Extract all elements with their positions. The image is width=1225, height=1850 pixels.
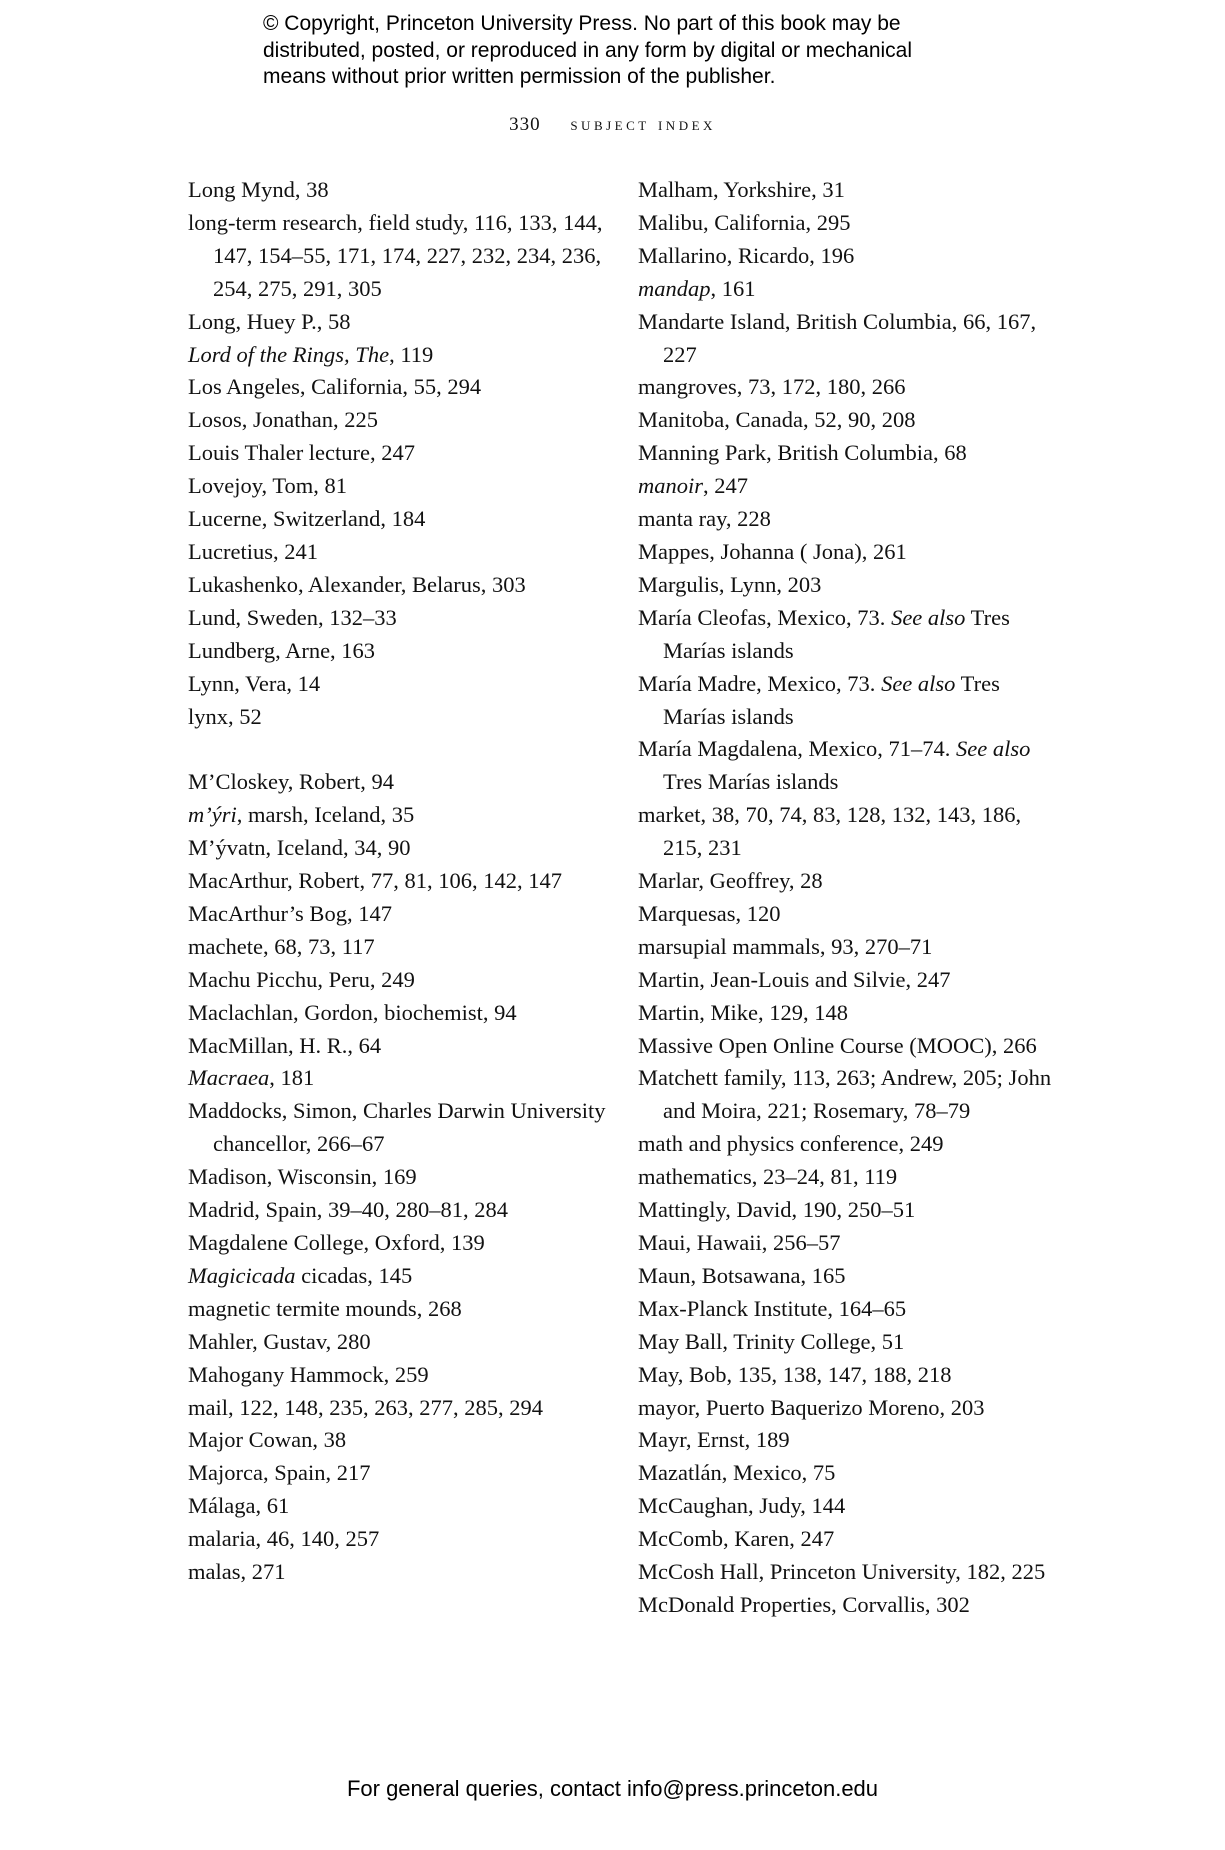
- copyright-line: distributed, posted, or reproduced in any form by digital or mechanical: [263, 38, 913, 62]
- index-entry: [188, 1194, 618, 1227]
- index-entry: [638, 207, 1058, 240]
- index-entry: [188, 1556, 618, 1589]
- index-entry-text: Matchett family, 113, 263; Andrew, 205; John and Moira, 221; Rosemary, 78–79: [638, 1065, 1052, 1124]
- index-entry: [188, 668, 618, 701]
- index-entry: [188, 1359, 618, 1392]
- index-entry: [188, 832, 618, 865]
- index-entry: [638, 569, 1058, 602]
- index-entry: [188, 1457, 618, 1490]
- index-entry-text: Tres Marías islands: [663, 670, 1000, 729]
- index-entry: [188, 1227, 618, 1260]
- index-entry-text: Maddocks, Simon, Charles Darwin University chancellor, 266–67: [188, 1098, 606, 1157]
- index-entry-text: Mahogany Hammock, 259: [188, 1361, 429, 1387]
- index-entry-text: Malham, Yorkshire, 31: [638, 177, 845, 202]
- index-entry-text: mangroves, 73, 172, 180, 266: [638, 374, 906, 400]
- index-entry: [638, 503, 1058, 536]
- index-entry: [638, 1490, 1058, 1523]
- index-entry-text: Madrid, Spain, 39–40, 280–81, 284: [188, 1197, 508, 1223]
- index-entry: [638, 964, 1058, 997]
- index-entry: [188, 635, 618, 668]
- index-entry-text: Machu Picchu, Peru, 249: [188, 966, 415, 992]
- index-entry-italic-text: Lord of the Rings, The: [188, 341, 390, 367]
- footer-contact: For general queries, contact info@press.princeton.edu: [346, 1776, 879, 1801]
- index-entry-text: McComb, Karen, 247: [638, 1526, 835, 1552]
- index-entry: [638, 668, 1058, 734]
- index-entry: [638, 602, 1058, 668]
- index-column-right: [638, 174, 1058, 1622]
- index-entry-text: McDonald Properties, Corvallis, 302: [638, 1591, 970, 1617]
- index-entry-text: magnetic termite mounds, 268: [188, 1295, 462, 1321]
- index-entry-text: , 181: [269, 1065, 315, 1091]
- index-entry: [638, 240, 1058, 273]
- index-entry: [638, 1227, 1058, 1260]
- index-entry-italic-text: m’ýri: [188, 802, 237, 828]
- index-entry-text: Majorca, Spain, 217: [188, 1460, 371, 1486]
- index-entry-text: Tres Marías islands: [663, 769, 839, 795]
- index-entry-italic-text: mandap: [638, 275, 711, 301]
- index-entry-text: manta ray, 228: [638, 506, 771, 532]
- index-entry-text: Mallarino, Ricardo, 196: [638, 242, 855, 268]
- index-entry-text: , 161: [710, 275, 756, 301]
- index-entry-italic-text: See also: [891, 604, 966, 630]
- index-entry: [638, 1556, 1058, 1589]
- index-entry-text: Major Cowan, 38: [188, 1427, 347, 1453]
- index-entry-italic-text: See also: [956, 736, 1031, 762]
- index-entry: [188, 865, 618, 898]
- index-entry: [188, 964, 618, 997]
- index-entry: [638, 470, 1058, 503]
- index-entry: [638, 898, 1058, 931]
- index-entry: [638, 1260, 1058, 1293]
- index-entry-text: María Magdalena, Mexico, 71–74.: [638, 736, 957, 762]
- index-entry-text: Los Angeles, California, 55, 294: [188, 374, 482, 400]
- index-entry: [638, 437, 1058, 470]
- running-head: [0, 114, 1225, 136]
- index-entry-text: Malibu, California, 295: [638, 209, 851, 235]
- index-entry-text: MacMillan, H. R., 64: [188, 1032, 382, 1058]
- index-entry-text: Mappes, Johanna ( Jona), 261: [638, 538, 907, 564]
- index-entry: [638, 1062, 1058, 1128]
- index-entry-text: mathematics, 23–24, 81, 119: [638, 1164, 898, 1190]
- index-entry-text: , 119: [389, 341, 434, 367]
- index-entry-italic-text: manoir: [638, 473, 704, 499]
- index-entry-text: María Madre, Mexico, 73.: [638, 670, 882, 696]
- index-entry: [638, 1359, 1058, 1392]
- index-entry: [638, 1030, 1058, 1063]
- index-entry-text: Manitoba, Canada, 52, 90, 208: [638, 407, 916, 433]
- index-entry: [188, 997, 618, 1030]
- index-entry-text: Lundberg, Arne, 163: [188, 637, 376, 663]
- index-entry: [638, 306, 1058, 372]
- index-entry-text: Madison, Wisconsin, 169: [188, 1164, 417, 1190]
- index-entry-text: math and physics conference, 249: [638, 1131, 944, 1157]
- index-entry-text: M’Closkey, Robert, 94: [188, 769, 395, 795]
- index-entry: [638, 1161, 1058, 1194]
- copyright-line: © Copyright, Princeton University Press. No part of this book may be: [263, 12, 901, 35]
- index-entry-text: Maui, Hawaii, 256–57: [638, 1230, 841, 1255]
- index-entry-text: mail, 122, 148, 235, 263, 277, 285, 294: [188, 1394, 543, 1420]
- index-entry: [188, 701, 618, 734]
- index-entry: [638, 371, 1058, 404]
- index-column-left: [188, 174, 618, 1589]
- index-entry-text: Mazatlán, Mexico, 75: [638, 1460, 836, 1486]
- page-number: 330: [509, 114, 541, 135]
- index-entry: [188, 569, 618, 602]
- index-entry: [188, 1326, 618, 1359]
- index-entry-italic-text: See also: [881, 670, 956, 696]
- copyright-notice: [263, 11, 1023, 91]
- index-entry: [188, 931, 618, 964]
- index-entry: [638, 733, 1058, 799]
- index-entry-text: Lukashenko, Alexander, Belarus, 303: [188, 571, 526, 597]
- index-entry: [188, 1161, 618, 1194]
- index-entry: [188, 1523, 618, 1556]
- index-entry: [188, 799, 618, 832]
- index-entry: [638, 1392, 1058, 1425]
- index-entry: [638, 931, 1058, 964]
- index-entry-text: Maun, Botsawana, 165: [638, 1262, 846, 1288]
- index-entry: [638, 404, 1058, 437]
- index-entry-text: Magdalene College, Oxford, 139: [188, 1229, 485, 1255]
- index-entry-text: María Cleofas, Mexico, 73.: [638, 604, 892, 630]
- index-entry-text: market, 38, 70, 74, 83, 128, 132, 143, 186, 215, 231: [638, 802, 1022, 861]
- index-entry: [638, 997, 1058, 1030]
- index-entry-text: Manning Park, British Columbia, 68: [638, 440, 967, 466]
- index-entry-text: Lovejoy, Tom, 81: [188, 473, 348, 499]
- index-entry: [188, 503, 618, 536]
- index-entry-text: Lund, Sweden, 132–33: [188, 604, 397, 630]
- index-entry-text: Maclachlan, Gordon, biochemist, 94: [188, 999, 517, 1025]
- section-title: subject index: [570, 114, 716, 135]
- index-entry-text: Long, Huey P., 58: [188, 308, 351, 334]
- index-entry: [638, 865, 1058, 898]
- index-entry: [188, 174, 618, 207]
- index-entry: [638, 1194, 1058, 1227]
- index-entry: [188, 1095, 618, 1161]
- index-entry: [638, 1128, 1058, 1161]
- index-entry-italic-text: Macraea: [188, 1065, 270, 1091]
- index-entry-text: machete, 68, 73, 117: [188, 933, 375, 959]
- index-entry-text: Marquesas, 120: [638, 900, 781, 926]
- copyright-line: means without prior written permission of the publisher.: [263, 65, 776, 88]
- index-entry: [188, 1392, 618, 1425]
- index-entry: [188, 470, 618, 503]
- index-entry-text: Mandarte Island, British Columbia, 66, 167, 227: [638, 308, 1037, 367]
- index-entry-text: Marlar, Geoffrey, 28: [638, 868, 823, 894]
- index-entry: [188, 1293, 618, 1326]
- index-entry: [638, 1457, 1058, 1490]
- index-entry-text: Lucretius, 241: [188, 538, 318, 564]
- index-entry: [188, 404, 618, 437]
- index-entry-text: Tres Marías islands: [663, 604, 1010, 663]
- index-entry-text: malas, 271: [188, 1559, 286, 1585]
- index-entry-text: Lynn, Vera, 14: [188, 670, 321, 696]
- index-entry-text: Martin, Jean-Louis and Silvie, 247: [638, 966, 951, 992]
- index-entry: [188, 766, 618, 799]
- index-entry-text: malaria, 46, 140, 257: [188, 1526, 380, 1552]
- index-entry: [638, 536, 1058, 569]
- index-entry-text: Long Mynd, 38: [188, 177, 329, 202]
- index-entry-text: , marsh, Iceland, 35: [236, 802, 415, 828]
- index-entry-text: M’ývatn, Iceland, 34, 90: [188, 835, 411, 861]
- index-entry-text: Losos, Jonathan, 225: [188, 407, 378, 433]
- index-entry: [638, 273, 1058, 306]
- index-entry: [188, 207, 618, 306]
- index-entry-text: May Ball, Trinity College, 51: [638, 1328, 905, 1354]
- index-entry-text: McCosh Hall, Princeton University, 182, 225: [638, 1559, 1046, 1585]
- index-entry-text: Mayr, Ernst, 189: [638, 1427, 790, 1453]
- index-entry-text: Lucerne, Switzerland, 184: [188, 506, 426, 532]
- index-entry-text: MacArthur’s Bog, 147: [188, 900, 392, 926]
- index-entry-text: , 247: [703, 473, 749, 499]
- index-entry: [188, 306, 618, 339]
- index-entry: [188, 536, 618, 569]
- index-entry: [188, 1260, 618, 1293]
- index-entry-text: cicadas, 145: [295, 1262, 413, 1288]
- index-entry-text: MacArthur, Robert, 77, 81, 106, 142, 147: [188, 868, 563, 894]
- index-entry-text: Mattingly, David, 190, 250–51: [638, 1197, 916, 1223]
- index-entry-italic-text: Magicicada: [188, 1262, 296, 1288]
- index-entry-text: May, Bob, 135, 138, 147, 188, 218: [638, 1361, 952, 1387]
- index-entry: [188, 437, 618, 470]
- index-entry: [188, 339, 618, 372]
- index-entry-text: Massive Open Online Course (MOOC), 266: [638, 1032, 1037, 1058]
- index-entry: [188, 371, 618, 404]
- index-entry-text: Max-Planck Institute, 164–65: [638, 1295, 907, 1321]
- index-entry: [188, 1030, 618, 1063]
- index-entry-text: long-term research, field study, 116, 133, 144, 147, 154–55, 171, 174, 227, 232, 234, 236, 254, 275, 291, 305: [188, 209, 603, 301]
- index-entry: [188, 898, 618, 931]
- index-entry-text: Louis Thaler lecture, 247: [188, 440, 416, 466]
- index-entry-text: Martin, Mike, 129, 148: [638, 999, 848, 1025]
- index-entry: [188, 1490, 618, 1523]
- index-entry: [638, 1293, 1058, 1326]
- index-entry: [638, 1326, 1058, 1359]
- index-entry-text: McCaughan, Judy, 144: [638, 1493, 846, 1519]
- index-entry: [188, 1424, 618, 1457]
- index-entry-text: mayor, Puerto Baquerizo Moreno, 203: [638, 1394, 985, 1420]
- index-entry-text: Margulis, Lynn, 203: [638, 571, 822, 597]
- index-entry: [188, 602, 618, 635]
- index-entry: [638, 1424, 1058, 1457]
- index-entry: [638, 1523, 1058, 1556]
- index-entry-text: Málaga, 61: [188, 1493, 290, 1519]
- index-entry: [188, 1062, 618, 1095]
- index-entry-text: Mahler, Gustav, 280: [188, 1328, 371, 1354]
- index-section-gap: [188, 733, 618, 766]
- index-entry: [638, 174, 1058, 207]
- index-entry-text: lynx, 52: [188, 703, 262, 729]
- index-entry: [638, 1589, 1058, 1622]
- index-entry: [638, 799, 1058, 865]
- index-entry-text: marsupial mammals, 93, 270–71: [638, 933, 933, 959]
